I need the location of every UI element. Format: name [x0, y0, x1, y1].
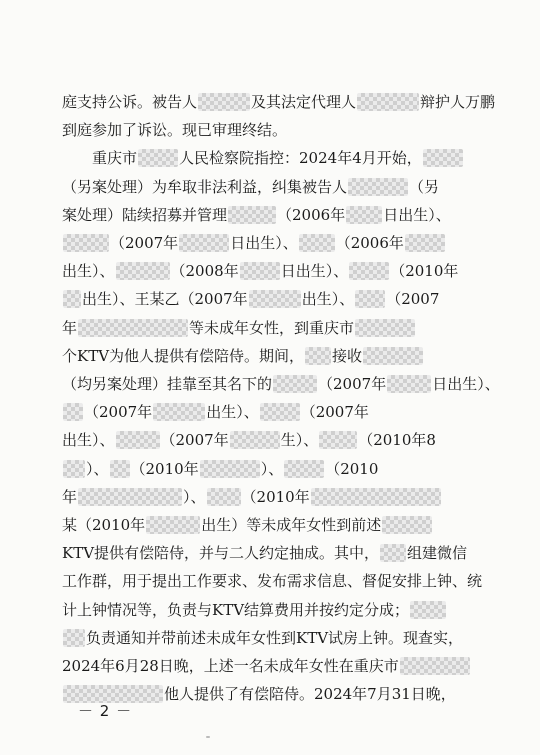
redaction-mosaic: [240, 262, 280, 280]
text-segment: KTV提供有偿陪侍，并与二人约定抽成。其中，: [62, 544, 380, 563]
text-segment: 辩护人万鹏: [420, 93, 496, 111]
redaction-mosaic: [63, 234, 109, 252]
text-segment: 重庆市: [62, 149, 138, 168]
redaction-mosaic: [382, 516, 432, 534]
redaction-mosaic: [273, 375, 317, 393]
text-segment: 庭支持公诉。被告人: [62, 93, 198, 111]
text-segment: （2010年8: [358, 431, 436, 450]
text-segment: 案处理）陆续招募并管理: [62, 205, 228, 224]
text-segment: （2007: [386, 290, 440, 309]
redaction-mosaic: [305, 347, 331, 365]
text-segment: 组建微信: [407, 544, 468, 563]
redaction-mosaic: [63, 290, 81, 308]
redaction-mosaic: [423, 149, 463, 167]
text-segment: 2024年6月28日晚，上述一名未成年女性在重庆市: [62, 657, 399, 675]
text-segment: （2007年: [84, 403, 153, 422]
text-segment: 出生）等未成年女性到前述: [201, 516, 382, 534]
text-segment: （另案处理）为牟取非法利益，纠集被告人: [62, 177, 348, 196]
text-line: [62, 92, 496, 112]
text-segment: 生）、: [280, 431, 319, 450]
text-segment: 日出生）、: [280, 262, 349, 281]
redaction-mosaic: [348, 178, 408, 196]
text-segment: 年: [62, 487, 78, 506]
text-segment: 个KTV为他人提供有偿陪侍。期间，: [62, 346, 305, 365]
text-segment: （另: [409, 177, 440, 196]
text-segment: 出生）、: [301, 290, 355, 309]
redaction-mosaic: [311, 488, 441, 506]
redaction-mosaic: [319, 431, 357, 449]
scan-speck: [206, 736, 210, 738]
text-line: [62, 487, 482, 507]
text-segment: （2010年: [130, 459, 199, 478]
redaction-mosaic: [116, 262, 170, 280]
text-segment: （2007年: [160, 431, 229, 450]
redaction-mosaic: [198, 93, 250, 111]
text-segment: 日出生）、: [383, 205, 451, 224]
text-segment: 年: [62, 318, 78, 337]
text-segment: 出生）、: [62, 431, 115, 450]
redaction-mosaic: [405, 234, 445, 252]
text-segment: 等未成年女性，到重庆市: [189, 318, 355, 337]
text-line: [62, 430, 482, 450]
redaction-mosaic: [78, 319, 188, 337]
text-line: [62, 346, 482, 366]
page-number: － 2 －: [78, 702, 133, 720]
text-segment: 他人提供了有偿陪侍。2024年7月31日晚，: [164, 685, 456, 704]
text-line: [62, 656, 482, 676]
text-segment: 工作群，用于提出工作要求、发布需求信息、督促安排上钟、统: [62, 572, 483, 591]
text-line: [62, 515, 482, 535]
redaction-mosaic: [249, 290, 301, 308]
redaction-mosaic: [299, 234, 335, 252]
text-line: [62, 120, 482, 140]
redaction-mosaic: [153, 403, 205, 421]
text-line: [62, 148, 482, 168]
redaction-mosaic: [200, 460, 260, 478]
text-segment: 出生）、王某乙（2007年: [82, 290, 248, 309]
redaction-mosaic: [78, 488, 182, 506]
text-segment: 出生）、: [62, 262, 115, 281]
redaction-mosaic: [284, 460, 324, 478]
redaction-mosaic: [230, 431, 280, 449]
redaction-mosaic: [380, 544, 406, 562]
redaction-mosaic: [260, 403, 300, 421]
redaction-mosaic: [179, 234, 229, 252]
text-segment: 出生）、: [206, 403, 259, 422]
text-line: [62, 177, 482, 197]
redaction-mosaic: [410, 601, 446, 619]
text-line: [62, 459, 482, 479]
text-segment: 及其法定代理人: [251, 93, 357, 111]
text-segment: 到庭参加了诉讼。现已审理终结。: [62, 121, 288, 140]
text-line: [62, 205, 482, 225]
redaction-mosaic: [346, 206, 382, 224]
text-segment: ）、: [183, 487, 206, 506]
text-segment: （2007年: [110, 234, 179, 252]
text-segment: 某（2010年: [62, 516, 146, 534]
text-segment: 计上钟情况等，负责与KTV结算费用并按约定分成；: [62, 600, 410, 619]
text-line: [62, 318, 482, 338]
text-segment: （2008年: [170, 262, 239, 281]
text-line: [62, 374, 500, 394]
redaction-mosaic: [355, 290, 385, 308]
redaction-mosaic: [363, 347, 423, 365]
text-line: [62, 402, 482, 422]
text-segment: （2006年: [277, 205, 346, 224]
text-segment: （2007年: [300, 403, 369, 422]
text-segment: （2006年: [335, 234, 404, 252]
redaction-mosaic: [357, 93, 419, 111]
text-segment: 日出生）、: [230, 234, 298, 252]
redaction-mosaic: [116, 431, 160, 449]
redaction-mosaic: [63, 460, 85, 478]
redaction-mosaic: [355, 319, 415, 337]
redaction-mosaic: [387, 375, 431, 393]
text-segment: 日出生）、: [432, 375, 500, 393]
redaction-mosaic: [349, 262, 389, 280]
redaction-mosaic: [138, 149, 178, 167]
text-segment: 接收: [332, 346, 363, 365]
text-segment: ）、: [260, 459, 284, 478]
text-segment: （均另案处理）挂靠至其名下的: [62, 375, 273, 393]
text-segment: （2010年: [241, 487, 310, 506]
text-segment: 负责通知并带前述未成年女性到KTV试房上钟。现查实，: [86, 628, 464, 647]
redaction-mosaic: [63, 403, 83, 421]
text-line: [62, 628, 482, 648]
redaction-mosaic: [110, 460, 130, 478]
redaction-mosaic: [146, 516, 200, 534]
redaction-mosaic: [63, 629, 85, 647]
text-line: [62, 543, 482, 563]
redaction-mosaic: [400, 657, 470, 675]
redaction-mosaic: [207, 488, 241, 506]
text-segment: （2007年: [318, 375, 387, 393]
text-segment: （2010年: [390, 262, 459, 281]
text-line: [62, 233, 482, 253]
text-segment: 人民检察院指控：2024年4月开始，: [179, 149, 422, 168]
text-line: [62, 289, 482, 309]
text-line: [62, 600, 482, 620]
text-segment: ）、: [86, 459, 109, 478]
text-line: [62, 571, 482, 591]
text-line: [62, 261, 482, 281]
redaction-mosaic: [228, 206, 276, 224]
text-segment: （2010: [325, 459, 379, 478]
